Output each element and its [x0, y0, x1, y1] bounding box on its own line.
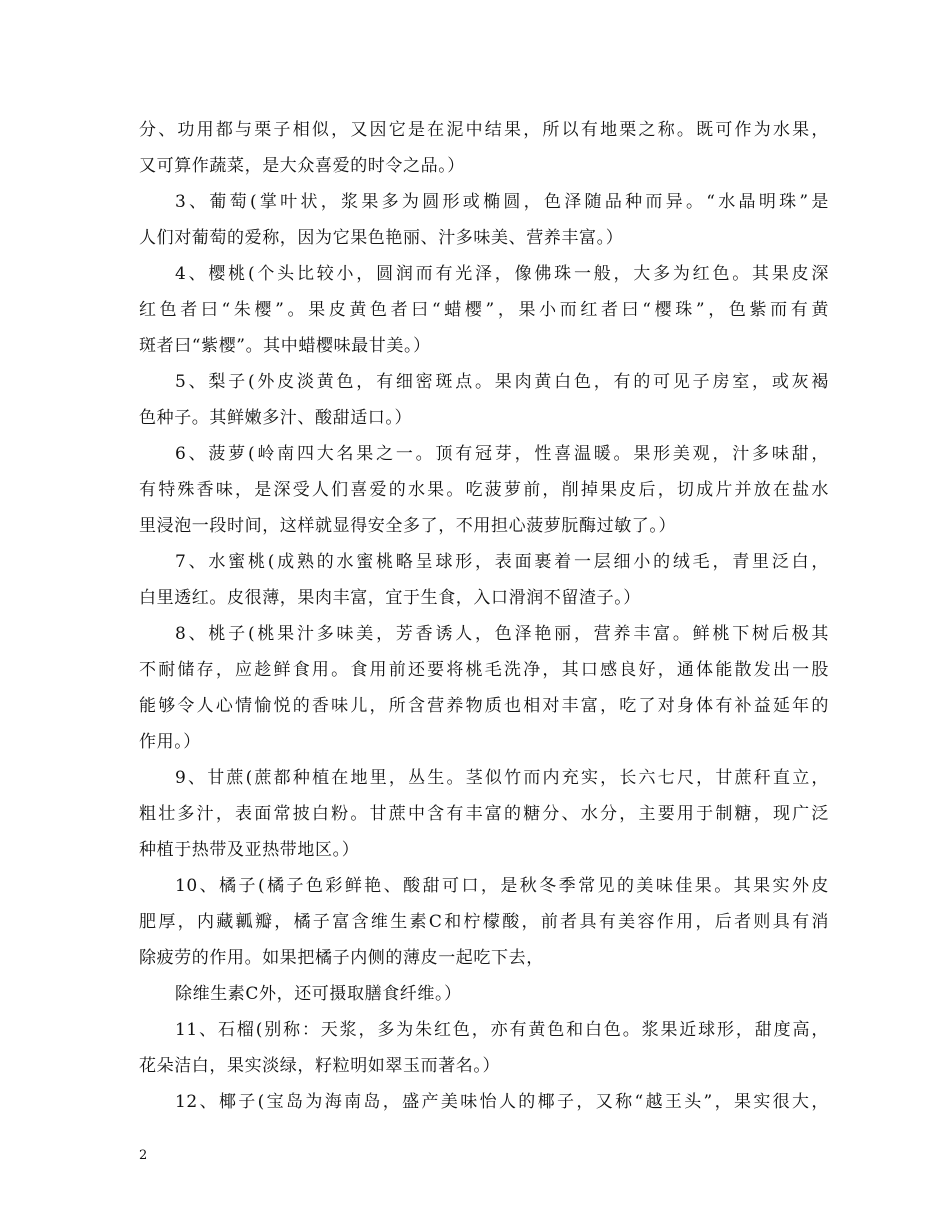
text-line: 4、樱桃(个头比较小，圆润而有光泽，像佛珠一般，大多为红色。其果皮深	[175, 264, 829, 284]
text-line: 12、椰子(宝岛为海南岛，盛产美味怡人的椰子，又称“越王头”，果实很大，	[175, 1092, 829, 1112]
text-line: 3、葡萄(掌叶状，浆果多为圆形或椭圆，色泽随品种而异。“水晶明珠”是	[175, 192, 829, 212]
text-line: 花朵洁白，果实淡绿，籽粒明如翠玉而著名。）	[139, 1056, 501, 1076]
text-line: 肥厚，内藏瓤瓣，橘子富含维生素C和柠檬酸，前者具有美容作用，后者则具有消	[139, 912, 829, 932]
text-line: 里浸泡一段时间，这样就显得安全多了，不用担心菠萝朊酶过敏了。）	[139, 516, 677, 536]
text-line: 11、石榴(别称：天浆，多为朱红色，亦有黄色和白色。浆果近球形，甜度高，	[175, 1020, 829, 1040]
text-line: 不耐储存，应趁鲜食用。食用前还要将桃毛洗净，其口感良好，通体能散发出一股	[139, 660, 829, 680]
text-line: 5、梨子(外皮淡黄色，有细密斑点。果肉黄白色，有的可见子房室，或灰褐	[175, 372, 829, 392]
text-line: 斑者曰“紫樱”。其中蜡樱味最甘美。）	[139, 336, 431, 356]
text-line: 除疲劳的作用。如果把橘子内侧的薄皮一起吃下去，	[139, 948, 544, 968]
text-line: 种植于热带及亚热带地区。）	[139, 840, 360, 860]
text-line: 有特殊香味，是深受人们喜爱的水果。吃菠萝前，削掉果皮后，切成片并放在盐水	[139, 480, 829, 500]
text-line: 能够令人心情愉悦的香味儿，所含营养物质也相对丰富，吃了对身体有补益延年的	[139, 696, 829, 716]
text-line: 8、桃子(桃果汁多味美，芳香诱人，色泽艳丽，营养丰富。鲜桃下树后极其	[175, 624, 829, 644]
text-line: 色种子。其鲜嫩多汁、酸甜适口。）	[139, 408, 413, 428]
text-line: 7、水蜜桃(成熟的水蜜桃略呈球形，表面裹着一层细小的绒毛，青里泛白，	[175, 552, 829, 572]
text-line: 人们对葡萄的爱称，因为它果色艳丽、汁多味美、营养丰富。）	[139, 228, 624, 248]
text-line: 又可算作蔬菜，是大众喜爱的时令之品。）	[139, 156, 465, 176]
text-line: 红色者曰“朱樱”。果皮黄色者曰“蜡樱”，果小而红者曰“樱珠”，色紫而有黄	[139, 300, 829, 320]
text-line: 除维生素C外，还可摄取膳食纤维。）	[175, 984, 462, 1004]
text-line: 作用。）	[139, 732, 201, 752]
text-line: 6、菠萝(岭南四大名果之一。顶有冠芽，性喜温暖。果形美观，汁多味甜，	[175, 444, 829, 464]
text-line: 白里透红。皮很薄，果肉丰富，宜于生食，入口滑润不留渣子。）	[139, 588, 641, 608]
text-line: 9、甘蔗(蔗都种植在地里，丛生。茎似竹而内充实，长六七尺，甘蔗秆直立，	[175, 768, 829, 788]
page-number: 2	[139, 1148, 148, 1163]
text-line: 分、功用都与栗子相似，又因它是在泥中结果，所以有地栗之称。既可作为水果，	[139, 120, 829, 140]
text-line: 粗壮多汁，表面常披白粉。甘蔗中含有丰富的糖分、水分，主要用于制糖，现广泛	[139, 804, 829, 824]
text-line: 10、橘子(橘子色彩鲜艳、酸甜可口，是秋冬季常见的美味佳果。其果实外皮	[175, 876, 829, 896]
